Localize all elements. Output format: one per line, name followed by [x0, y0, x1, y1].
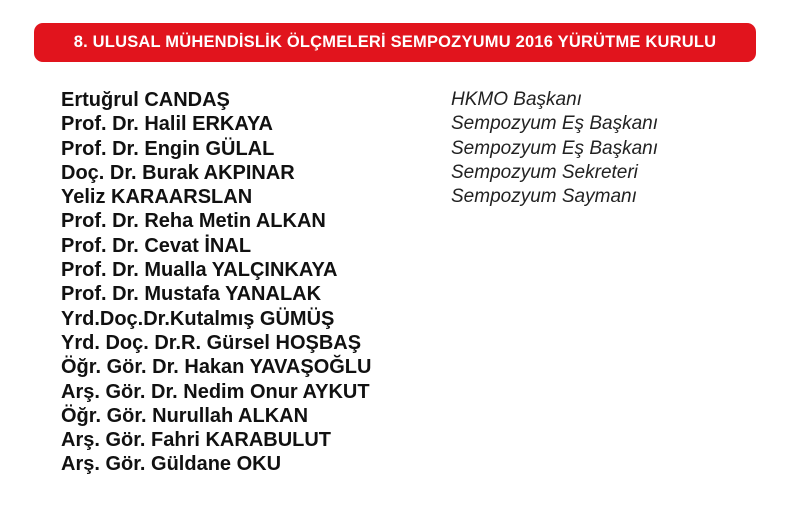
committee-member-name: Arş. Gör. Dr. Nedim Onur AYKUT [61, 380, 370, 403]
committee-member-name: Prof. Dr. Reha Metin ALKAN [61, 210, 326, 233]
committee-member-name: Prof. Dr. Mustafa YANALAK [61, 283, 322, 306]
committee-member-name: Yeliz KARAARSLAN [61, 186, 253, 209]
committee-member-name: Prof. Dr. Cevat İNAL [61, 234, 252, 257]
title-banner [34, 23, 756, 62]
committee-member-role: Sempozyum Eş Başkanı [451, 137, 658, 159]
committee-member-name: Prof. Dr. Engin GÜLAL [61, 137, 275, 160]
committee-member-name: Yrd. Doç. Dr.R. Gürsel HOŞBAŞ [61, 331, 362, 354]
committee-member-role: Sempozyum Saymanı [451, 186, 637, 208]
page-title: 8. ULUSAL MÜHENDİSLİK ÖLÇMELERİ SEMPOZYUMU 2016 YÜRÜTME KURULU [73, 33, 717, 51]
committee-member-role: Sempozyum Sekreteri [451, 161, 638, 183]
committee-names-list [61, 88, 371, 477]
committee-member-name: Arş. Gör. Fahri KARABULUT [61, 429, 332, 452]
committee-member-name: Arş. Gör. Güldane OKU [61, 453, 282, 476]
committee-roles-list [451, 88, 658, 209]
committee-member-name: Öğr. Gör. Nurullah ALKAN [61, 404, 309, 427]
committee-member-role: Sempozyum Eş Başkanı [451, 113, 658, 135]
committee-member-name: Yrd.Doç.Dr.Kutalmış GÜMÜŞ [61, 307, 335, 330]
committee-member-name: Prof. Dr. Halil ERKAYA [61, 113, 273, 136]
committee-member-name: Doç. Dr. Burak AKPINAR [61, 161, 295, 184]
committee-member-name: Prof. Dr. Mualla YALÇINKAYA [61, 259, 338, 282]
committee-member-name: Ertuğrul CANDAŞ [61, 89, 230, 111]
committee-member-role: HKMO Başkanı [451, 89, 582, 110]
committee-member-name: Öğr. Gör. Dr. Hakan YAVAŞOĞLU [61, 356, 372, 379]
